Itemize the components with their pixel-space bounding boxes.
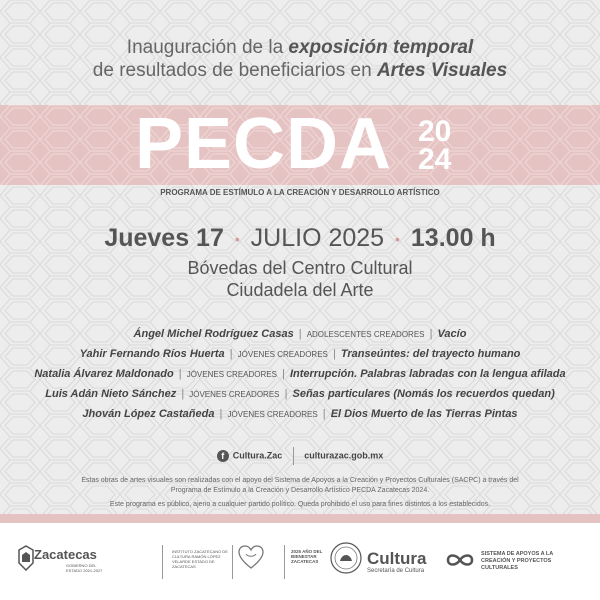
artist-row: [0, 324, 600, 344]
footer-divider: [284, 545, 285, 579]
artist-list: [0, 324, 600, 424]
infinity-logo-icon: [444, 551, 476, 569]
artist-name: Natalia Álvarez Maldonado: [34, 368, 174, 380]
artist-name: Jhován López Castañeda: [82, 408, 215, 420]
artist-name: Luis Adán Nieto Sánchez: [45, 388, 177, 400]
heart-icon: [238, 545, 264, 571]
separator: |: [229, 348, 233, 360]
event-date: [0, 224, 600, 253]
heading-line-2-plain: de resultados de beneficiarios en: [92, 60, 377, 81]
logo-footer: [0, 523, 600, 600]
heading-line-1-bold: exposición temporal: [288, 37, 474, 58]
heading-line-1: [0, 36, 600, 59]
artist-row: [0, 404, 600, 424]
facebook-icon: f: [217, 450, 229, 462]
support-note: Estas obras de artes visuales son realizadas con el apoyo del Sistema de Apoyos a la Creación y Proyectos Culturales (SACPC) a través del Programa de Estímulo a la Creación y Desarrollo Artístico PECDA Zacatecas 2024.: [81, 477, 519, 494]
mexico-seal-icon: [330, 541, 362, 575]
facebook-link[interactable]: Cultura.Zac: [232, 450, 283, 461]
time-separator: •: [395, 231, 400, 248]
event-venue: [0, 257, 600, 301]
footer-divider: [232, 545, 233, 579]
artist-row: [0, 364, 600, 384]
artist-name: Ángel Michel Rodríguez Casas: [133, 328, 294, 340]
cultura-logo-text: Cultura: [367, 549, 427, 568]
footer-divider: [162, 545, 163, 579]
artwork-title: Interrupción. Palabras labradas con la lengua afilada: [289, 368, 566, 380]
separator: |: [429, 328, 433, 340]
separator: |: [284, 388, 288, 400]
website-link[interactable]: culturazac.gob.mx: [304, 450, 384, 461]
heading-line-1-plain: Inauguración de la: [126, 37, 289, 58]
event-time: 13.00 h: [410, 224, 496, 252]
institute-logo-text: INSTITUTO ZACATECANO DE CULTURA RAMÓN LÓPEZ VELARDE ESTADO DE ZACATECAS: [172, 549, 228, 569]
event-day: Jueves 17: [104, 224, 224, 252]
separator: |: [181, 388, 185, 400]
artwork-title: Vacío: [437, 328, 467, 340]
artist-category: JÓVENES CREADORES: [227, 410, 318, 419]
year-bottom: 24: [418, 143, 452, 176]
separator: |: [282, 368, 285, 380]
event-month-year: JULIO 2025: [250, 224, 385, 252]
artwork-title: Transeúntes: del trayecto humano: [340, 348, 521, 360]
pecda-year: [418, 115, 468, 176]
heading-line-2-bold: Artes Visuales: [376, 60, 508, 81]
separator: |: [332, 348, 336, 360]
date-separator: •: [234, 231, 240, 248]
zacatecas-sub: GOBIERNO DEL ESTADO 2021-2027: [66, 563, 103, 573]
artwork-title: El Dios Muerto de las Tierras Pintas: [330, 408, 518, 420]
event-heading: [0, 36, 600, 82]
pecda-title: PECDA: [135, 104, 393, 184]
year-top: 20: [418, 115, 452, 148]
cultura-sub: Secretaría de Cultura: [367, 568, 425, 574]
separator: |: [322, 408, 326, 420]
artist-row: [0, 344, 600, 364]
artwork-title: Señas particulares (Nomás los recuerdos quedan): [292, 388, 555, 400]
separator: |: [298, 328, 302, 340]
social-links: [0, 447, 600, 465]
heading-line-2: [0, 59, 600, 82]
artist-category: JÓVENES CREADORES: [189, 390, 280, 399]
artist-category: JÓVENES CREADORES: [237, 350, 328, 359]
venue-line-2: Ciudadela del Arte: [226, 280, 374, 300]
separator: |: [219, 408, 223, 420]
venue-line-1: Bóvedas del Centro Cultural: [187, 258, 413, 278]
artist-name: Yahir Fernando Ríos Huerta: [79, 348, 225, 360]
pink-divider-bar: [0, 514, 600, 523]
divider: [293, 447, 294, 465]
bienestar-logo-text: 2025 AÑO DEL BIENESTAR ZACATECAS: [291, 549, 323, 564]
artist-row: [0, 384, 600, 404]
artist-category: JÓVENES CREADORES: [186, 370, 277, 379]
sistema-logo-text: SISTEMA DE APOYOS A LA CREACIÓN Y PROYECTOS CULTURALES: [481, 551, 554, 571]
separator: |: [178, 368, 182, 380]
program-subtitle: PROGRAMA DE ESTÍMULO A LA CREACIÓN Y DESARROLLO ARTÍSTICO: [160, 188, 440, 197]
disclaimer: Este programa es público, ajeno a cualquier partido político. Queda prohibido el uso para fines distintos a los establecidos.: [109, 501, 491, 508]
artist-category: ADOLESCENTES CREADORES: [306, 330, 425, 339]
zacatecas-logo-icon: [18, 545, 34, 571]
zacatecas-logo-text: Zacatecas: [34, 547, 97, 562]
